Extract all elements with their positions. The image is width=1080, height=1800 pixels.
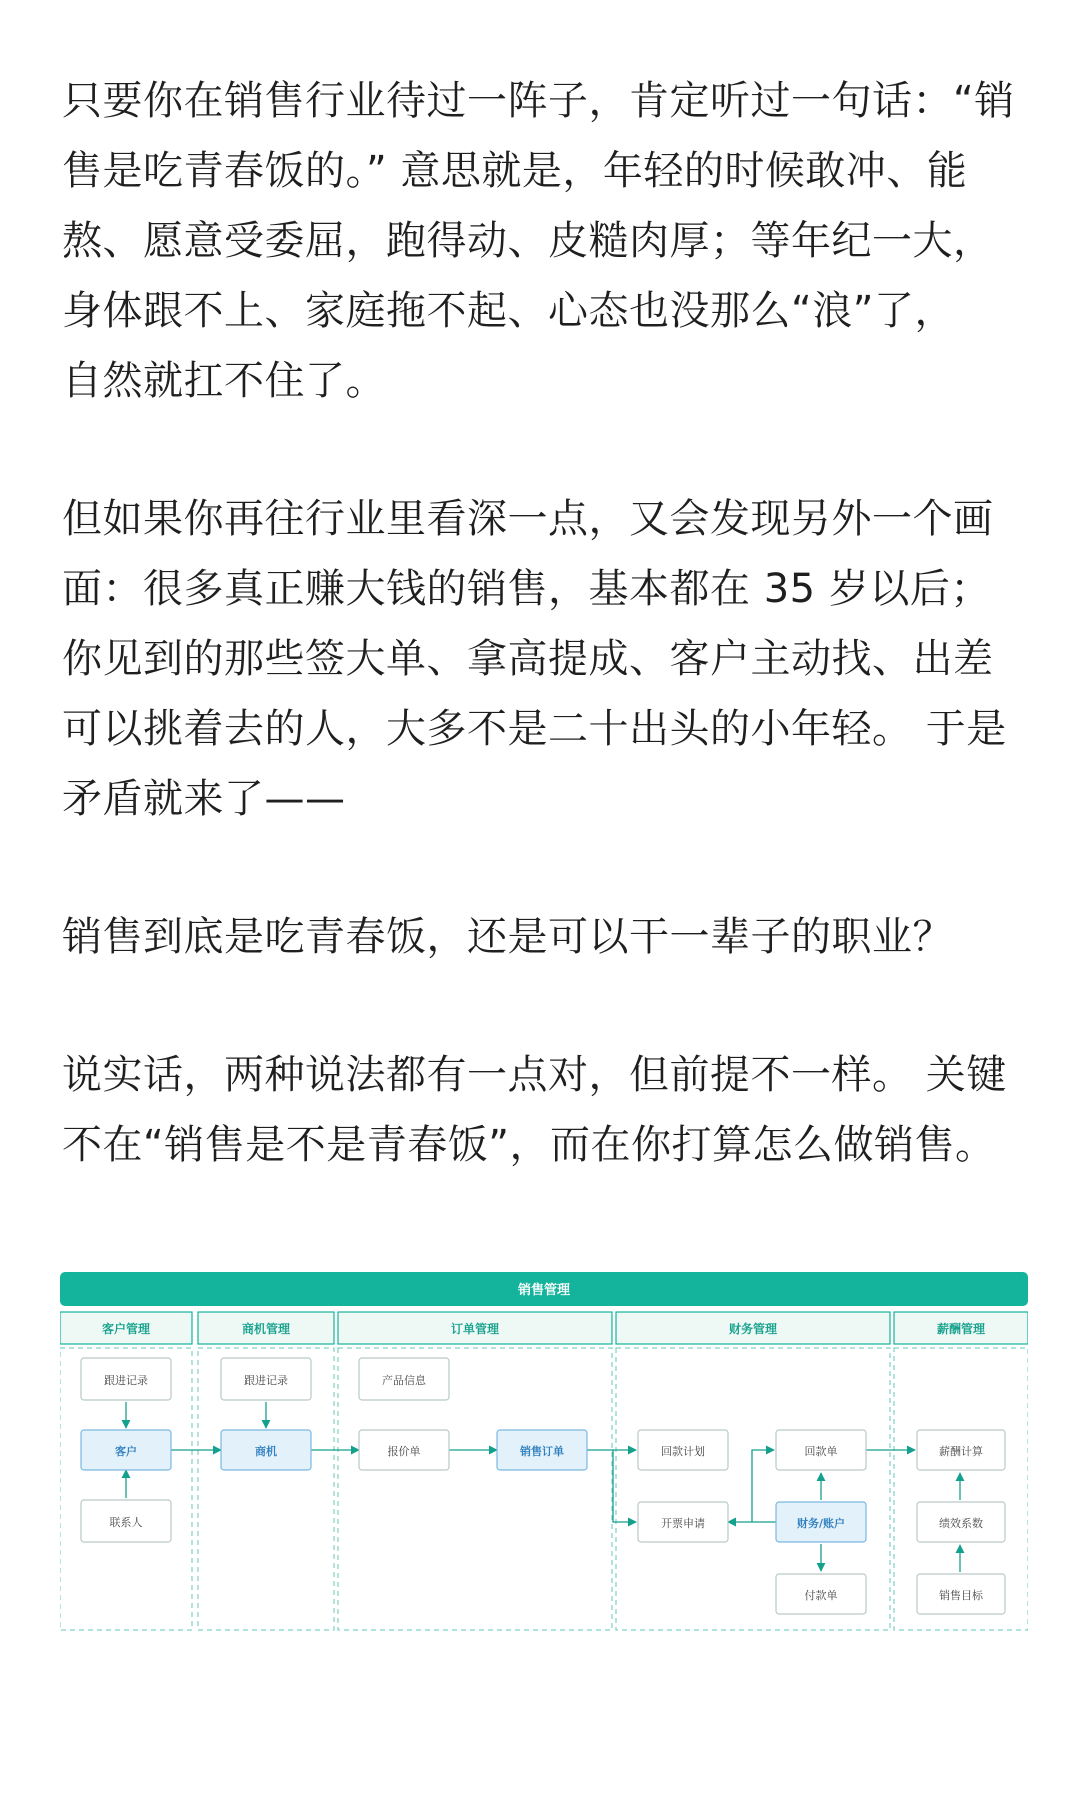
node-label: 产品信息: [382, 1374, 426, 1387]
paragraph-1: [62, 66, 1022, 416]
node-finance-account: [776, 1502, 866, 1542]
text-line: 但如果你再往行业里看深一点，又会发现另外一个画: [62, 496, 994, 542]
flow-arrow: [752, 1450, 774, 1522]
node-sales-target: [917, 1574, 1005, 1614]
node-label: 联系人: [109, 1516, 143, 1529]
node-follow-record: [81, 1358, 171, 1400]
text-line: 自然就扛不住了。: [62, 358, 386, 404]
node-label: 回款计划: [661, 1445, 705, 1458]
text-line: 不在“销售是不是青春饭”，而在你打算怎么做销售。: [62, 1122, 996, 1168]
text-line: 说实话，两种说法都有一点对，但前提不一样。 关键: [62, 1052, 1007, 1098]
node-follow-record: [221, 1358, 311, 1400]
column-header: [198, 1312, 334, 1344]
node-label: 回款单: [804, 1445, 838, 1458]
column-header: [616, 1312, 890, 1344]
column-title: 订单管理: [450, 1322, 500, 1336]
node-label: 销售订单: [520, 1445, 564, 1458]
text-line: 面：很多真正赚大钱的销售，基本都在 35 岁以后；: [62, 566, 991, 612]
text-line: 可以挑着去的人，大多不是二十出头的小年轻。 于是: [62, 706, 1007, 752]
node-performance-coef: [917, 1502, 1005, 1542]
node-salary-calc: [917, 1430, 1005, 1470]
node-receipt: [776, 1430, 866, 1470]
node-label: 跟进记录: [244, 1374, 288, 1387]
node-customer: [81, 1430, 171, 1470]
node-label: 跟进记录: [104, 1374, 148, 1387]
node-contact: [81, 1500, 171, 1542]
node-label: 薪酬计算: [939, 1445, 983, 1458]
column-title: 薪酬管理: [936, 1322, 986, 1336]
node-sales-order: [497, 1430, 587, 1470]
node-label: 客户: [115, 1445, 137, 1458]
text-line: 销售到底是吃青春饭，还是可以干一辈子的职业？: [62, 914, 953, 960]
column-title: 客户管理: [101, 1322, 151, 1336]
node-opportunity: [221, 1430, 311, 1470]
paragraph-2: [62, 484, 1022, 834]
node-label: 财务/账户: [796, 1517, 846, 1530]
column-header: [894, 1312, 1028, 1344]
article-body: [62, 66, 1022, 1248]
column-header: [338, 1312, 612, 1344]
text-line: 售是吃青春饭的。” 意思就是，年轻的时候敢冲、能: [62, 148, 968, 194]
text-line: 矛盾就来了——: [62, 776, 346, 822]
paragraph-4: [62, 1040, 1022, 1180]
node-quote: [359, 1430, 449, 1470]
node-product-info: [359, 1358, 449, 1400]
node-label: 销售目标: [939, 1589, 983, 1602]
text-line: 身体跟不上、家庭拖不起、心态也没那么“浪”了，: [62, 288, 955, 334]
text-line: 你见到的那些签大单、拿高提成、客户主动找、出差: [62, 636, 994, 682]
flow-arrow: [587, 1450, 636, 1522]
node-label: 付款单: [804, 1589, 838, 1602]
node-payment-plan: [638, 1430, 728, 1470]
text-line: 只要你在销售行业待过一阵子，肯定听过一句话：“销: [62, 78, 1015, 124]
node-label: 开票申请: [661, 1517, 705, 1530]
column-title: 商机管理: [241, 1322, 291, 1336]
column-header: [60, 1312, 192, 1344]
node-label: 商机: [255, 1445, 277, 1458]
node-payment-slip: [776, 1574, 866, 1614]
diagram-title: 销售管理: [517, 1283, 571, 1298]
column-title: 财务管理: [728, 1322, 778, 1336]
node-invoice-request: [638, 1502, 728, 1542]
paragraph-3: [62, 902, 1022, 972]
node-label: 绩效系数: [939, 1517, 983, 1530]
text-line: 熬、愿意受委屈，跑得动、皮糙肉厚；等年纪一大，: [62, 218, 994, 264]
node-label: 报价单: [387, 1445, 421, 1458]
sales-management-diagram: [60, 1272, 1028, 1632]
